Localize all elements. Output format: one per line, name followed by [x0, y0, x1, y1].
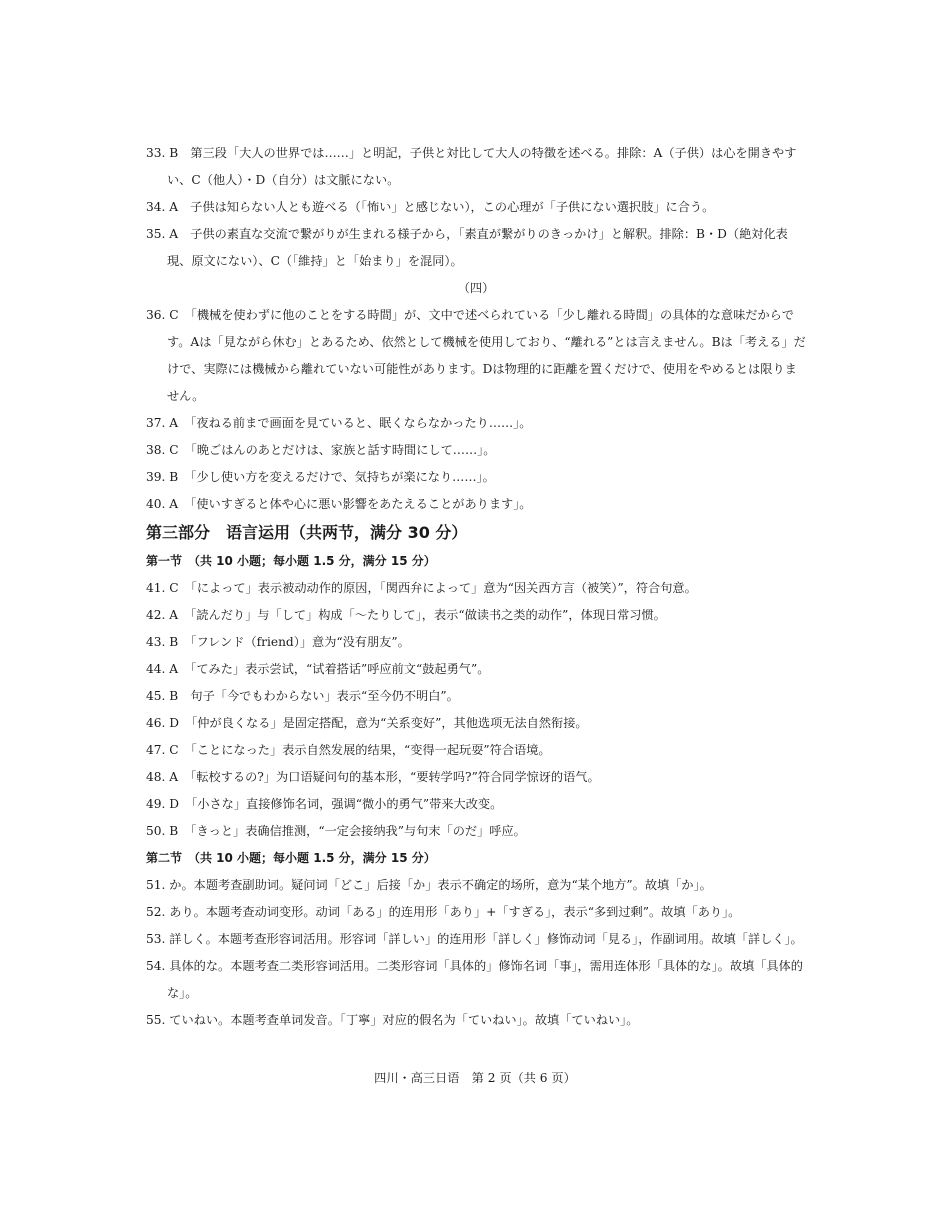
answer-item-41: 41. C 「によって」表示被动动作的原因，「関西弁によって」意为“因关西方言（被笑）”，符合句意。 — [146, 581, 697, 595]
section-one-title: 第一节 （共 10 小题；每小题 1.5 分，满分 15 分） — [146, 554, 436, 568]
answer-item-42: 42. A 「読んだり」与「して」构成「～たりして」，表示“做读书之类的动作”，体现日常习惯。 — [146, 608, 666, 622]
answer-item-48: 48. A 「転校するの?」为口语疑问句的基本形，“要转学吗?”符合同学惊讶的语气。 — [146, 770, 600, 784]
answer-item-34: 34. A 子供は知らない人とも遊べる（「怖い」と感じない），この心理が「子供にない選択肢」に合う。 — [146, 200, 715, 214]
answer-item-54: 54. 具体的な。本题考查二类形容词活用。二类形容词「具体的」修饰名词「事」，需用连体形「具体的な」。故填「具体的な」。 — [146, 959, 803, 1000]
answer-item-43: 43. B 「フレンド（friend）」意为“没有朋友”。 — [146, 635, 410, 649]
answer-item-52: 52. あり。本题考查动词变形。动词「ある」的连用形「あり」+「すぎる」，表示“多到过剩”。故填「あり」。 — [146, 905, 741, 919]
part-three-title: 第三部分 语言运用（共两节，满分 30 分） — [146, 523, 468, 542]
answer-item-38: 38. C 「晩ごはんのあとだけは、家族と話す時間にして……」。 — [146, 443, 496, 457]
answer-item-53: 53. 詳しく。本题考查形容词活用。形容词「詳しい」的连用形「詳しく」修饰动词「見る」，作副词用。故填「詳しく」。 — [146, 932, 803, 946]
part-four-heading: （四） — [457, 281, 495, 295]
answer-item-33: 33. B 第三段「大人の世界では……」と明記，子供と対比して大人の特徴を述べる。排除：A（子供）は心を開きやすい、C（他人）・D（自分）は文脈にない。 — [146, 146, 797, 187]
section-two-title: 第二节 （共 10 小题；每小题 1.5 分，满分 15 分） — [146, 851, 436, 865]
answer-item-45: 45. B 句子「今でもわからない」表示“至今仍不明白”。 — [146, 689, 459, 703]
answer-item-36: 36. C 「機械を使わずに他のことをする時間」が、文中で述べられている「少し離れる時間」の具体的な意味だからです。Aは「見ながら休む」とあるため、依然として機械を使用しており、“離れる”とは言えません。Bは「考える」だけで、実際には機械から離れていない可能性があります。Dは物理的に距離を置くだけで、使用をやめるとは限りません。 — [146, 308, 806, 403]
answer-item-50: 50. B 「きっと」表确信推测，“一定会接纳我”与句末「のだ」呼应。 — [146, 824, 526, 838]
answer-item-39: 39. B 「少し使い方を変えるだけで、気持ちが楽になり……」。 — [146, 470, 495, 484]
answer-key-page — [146, 140, 806, 1034]
answer-item-40: 40. A 「使いすぎると体や心に悪い影響をあたえることがあります」。 — [146, 497, 532, 511]
answer-item-35: 35. A 子供の素直な交流で繋がりが生まれる様子から，「素直が繋がりのきっかけ」と解釈。排除：B・D（絶対化表現、原文にない）、C（「維持」と「始まり」を混同）。 — [146, 227, 788, 268]
answer-item-51: 51. か。本题考查副助词。疑问词「どこ」后接「か」表示不确定的场所，意为“某个地方”。故填「か」。 — [146, 878, 712, 892]
answer-item-37: 37. A 「夜ねる前まで画面を見ていると、眠くならなかったり……」。 — [146, 416, 532, 430]
answer-item-46: 46. D 「仲が良くなる」是固定搭配，意为“关系变好”，其他选项无法自然衔接。 — [146, 716, 588, 730]
answer-item-44: 44. A 「てみた」表示尝试，“试着搭话”呼应前文“鼓起勇气”。 — [146, 662, 490, 676]
page-footer: 四川・高三日语 第 2 页（共 6 页） — [374, 1071, 576, 1085]
answer-item-55: 55. ていねい。本题考查单词发音。「丁寧」对应的假名为「ていねい」。故填「ていねい」。 — [146, 1013, 639, 1027]
answer-item-49: 49. D 「小さな」直接修饰名词，强调“微小的勇气”带来大改变。 — [146, 797, 503, 811]
answer-item-47: 47. C 「ことになった」表示自然发展的结果，“变得一起玩耍”符合语境。 — [146, 743, 551, 757]
